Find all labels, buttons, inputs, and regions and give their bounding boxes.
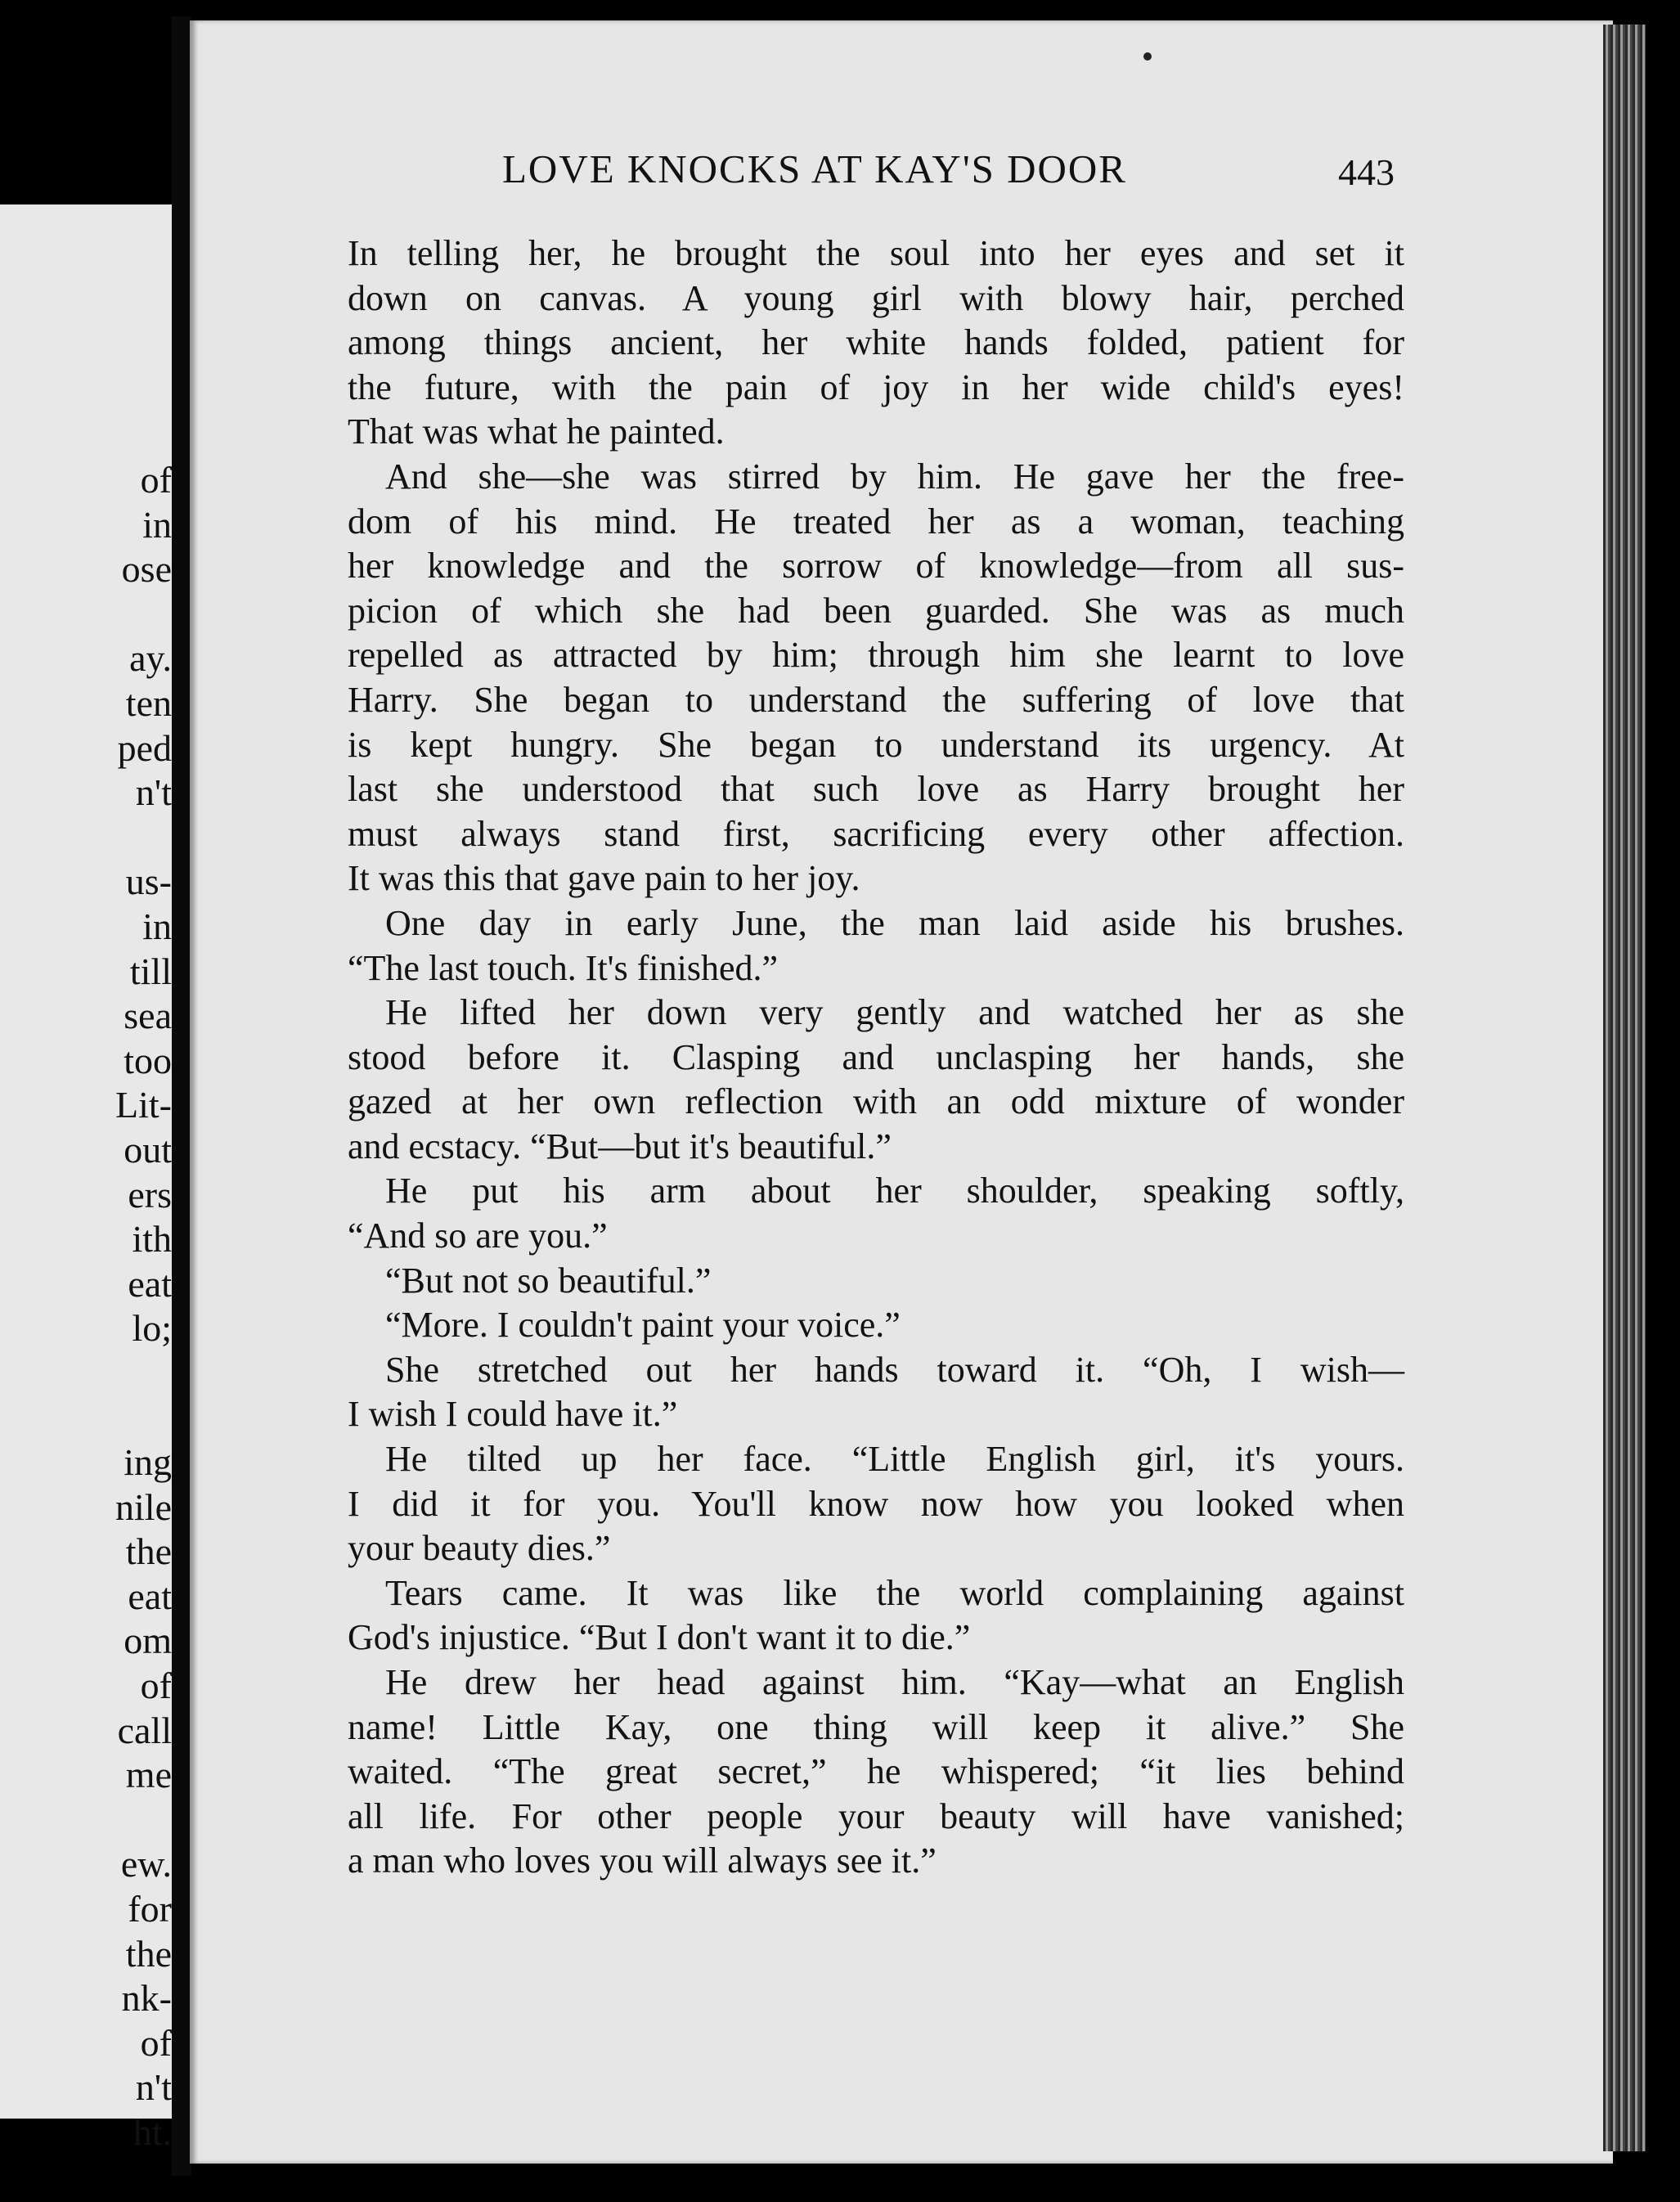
- text-line: all life. For other people your beauty will have vanished;: [348, 1795, 1404, 1836]
- text-line: “But not so beautiful.”: [385, 1260, 712, 1301]
- text-line: “The last touch. It's finished.”: [348, 947, 779, 988]
- previous-page-line-ending: sea: [124, 995, 172, 1037]
- text-line: and ecstacy. “But—but it's beautiful.”: [348, 1126, 892, 1166]
- page-edges: [1603, 25, 1646, 2151]
- text-line: He drew her head against him. “Kay—what an English: [385, 1662, 1404, 1702]
- text-line: And she—she was stirred by him. He gave her the free-: [385, 456, 1404, 497]
- text-line: That was what he painted.: [348, 411, 725, 452]
- text-line: In telling her, he brought the soul into her eyes and set it: [348, 233, 1404, 273]
- text-line: stood before it. Clasping and unclasping her hands, she: [348, 1036, 1404, 1077]
- previous-page-line-ending: in: [142, 905, 172, 947]
- previous-page-line-ending: of: [140, 2021, 172, 2064]
- print-speck: [1143, 52, 1152, 61]
- text-line: One day in early June, the man laid aside his brushes.: [385, 902, 1404, 943]
- text-line: must always stand first, sacrificing every other affection.: [348, 813, 1404, 854]
- book-gutter: [172, 16, 191, 2176]
- previous-page-line-ending: [8, 1351, 172, 1396]
- text-line: God's injustice. “But I don't want it to die.”: [348, 1617, 971, 1658]
- previous-page-line-ending: call: [117, 1709, 172, 1751]
- previous-page-line-ending: too: [124, 1039, 172, 1081]
- previous-page-line-ending: the: [125, 1530, 172, 1573]
- text-line: It was this that gave pain to her joy.: [348, 858, 860, 899]
- previous-page-line-ending: out: [124, 1128, 172, 1171]
- previous-page-line-ending: [8, 1798, 172, 1843]
- previous-page-line-ending: om: [124, 1620, 172, 1662]
- previous-page-line-ending: nile: [115, 1485, 172, 1528]
- text-line: He lifted her down very gently and watched her as she: [385, 992, 1404, 1033]
- previous-page-line-ending: the: [125, 1932, 172, 1975]
- previous-page-line-ending: ay.: [129, 637, 172, 680]
- previous-page-line-ending: [8, 1395, 172, 1440]
- previous-page-line-endings: [8, 458, 172, 2155]
- page-number: 443: [1338, 151, 1395, 193]
- text-line: repelled as attracted by him; through him she learnt to love: [348, 635, 1404, 676]
- previous-page-line-ending: eat: [128, 1262, 172, 1305]
- previous-page-line-ending: lo;: [132, 1307, 172, 1350]
- text-line: I wish I could have it.”: [348, 1394, 678, 1435]
- previous-page-line-ending: ew.: [120, 1843, 172, 1885]
- previous-page-fragment: [0, 204, 172, 2153]
- text-line: Harry. She began to understand the suffering of love that: [348, 679, 1404, 720]
- running-head: LOVE KNOCKS AT KAY'S DOOR: [502, 146, 1127, 191]
- previous-page-line-ending: ht.: [133, 2110, 172, 2153]
- previous-page-line-ending: ers: [128, 1173, 172, 1216]
- text-line: He put his arm about her shoulder, speaking softly,: [385, 1171, 1404, 1211]
- previous-page-line-ending: Lit-: [115, 1084, 172, 1126]
- text-line: Tears came. It was like the world complaining against: [385, 1572, 1404, 1613]
- previous-page-line-ending: till: [129, 950, 172, 992]
- text-line: “More. I couldn't paint your voice.”: [385, 1305, 901, 1346]
- text-line: dom of his mind. He treated her as a woman, teaching: [348, 501, 1404, 542]
- text-line: “And so are you.”: [348, 1216, 608, 1256]
- text-line: a man who loves you will always see it.”: [348, 1840, 937, 1881]
- text-line: the future, with the pain of joy in her wide child's eyes!: [348, 366, 1404, 407]
- previous-page-line-ending: us-: [125, 861, 172, 903]
- body-text: [348, 231, 1404, 1884]
- previous-page-line-ending: [8, 816, 172, 861]
- previous-page-line-ending: ing: [124, 1441, 172, 1484]
- text-line: I did it for you. You'll know now how you looked when: [348, 1483, 1404, 1524]
- previous-page-line-ending: n't: [135, 771, 172, 814]
- text-line: your beauty dies.”: [348, 1528, 611, 1569]
- previous-page-line-ending: nk-: [121, 1977, 172, 2020]
- text-line: her knowledge and the sorrow of knowledge—from all sus-: [348, 546, 1404, 586]
- text-line: picion of which she had been guarded. She was as much: [348, 590, 1404, 631]
- text-line: last she understood that such love as Harry brought her: [348, 769, 1404, 810]
- previous-page-line-ending: in: [142, 503, 172, 546]
- previous-page-line-ending: of: [140, 459, 172, 501]
- previous-page-line-ending: ose: [121, 548, 172, 591]
- text-line: name! Little Kay, one thing will keep it alive.” She: [348, 1706, 1404, 1747]
- previous-page-line-ending: eat: [128, 1575, 172, 1617]
- previous-page-line-ending: ten: [125, 681, 172, 724]
- previous-page-line-ending: [8, 592, 172, 637]
- previous-page-line-ending: ped: [117, 726, 172, 769]
- text-line: among things ancient, her white hands folded, patient for: [348, 322, 1404, 363]
- text-line: He tilted up her face. “Little English girl, it's yours.: [385, 1439, 1404, 1480]
- previous-page-line-ending: for: [128, 1888, 172, 1930]
- text-line: is kept hungry. She began to understand its urgency. At: [348, 724, 1404, 765]
- previous-page-line-ending: me: [125, 1754, 172, 1796]
- previous-page-line-ending: ith: [132, 1218, 172, 1261]
- previous-page-line-ending: n't: [135, 2066, 172, 2109]
- text-line: down on canvas. A young girl with blowy hair, perched: [348, 277, 1404, 318]
- text-line: She stretched out her hands toward it. “Oh, I wish—: [385, 1349, 1404, 1390]
- previous-page-line-ending: of: [140, 1665, 172, 1707]
- text-line: waited. “The great secret,” he whispered; “it lies behind: [348, 1751, 1404, 1792]
- text-line: gazed at her own reflection with an odd mixture of wonder: [348, 1081, 1404, 1122]
